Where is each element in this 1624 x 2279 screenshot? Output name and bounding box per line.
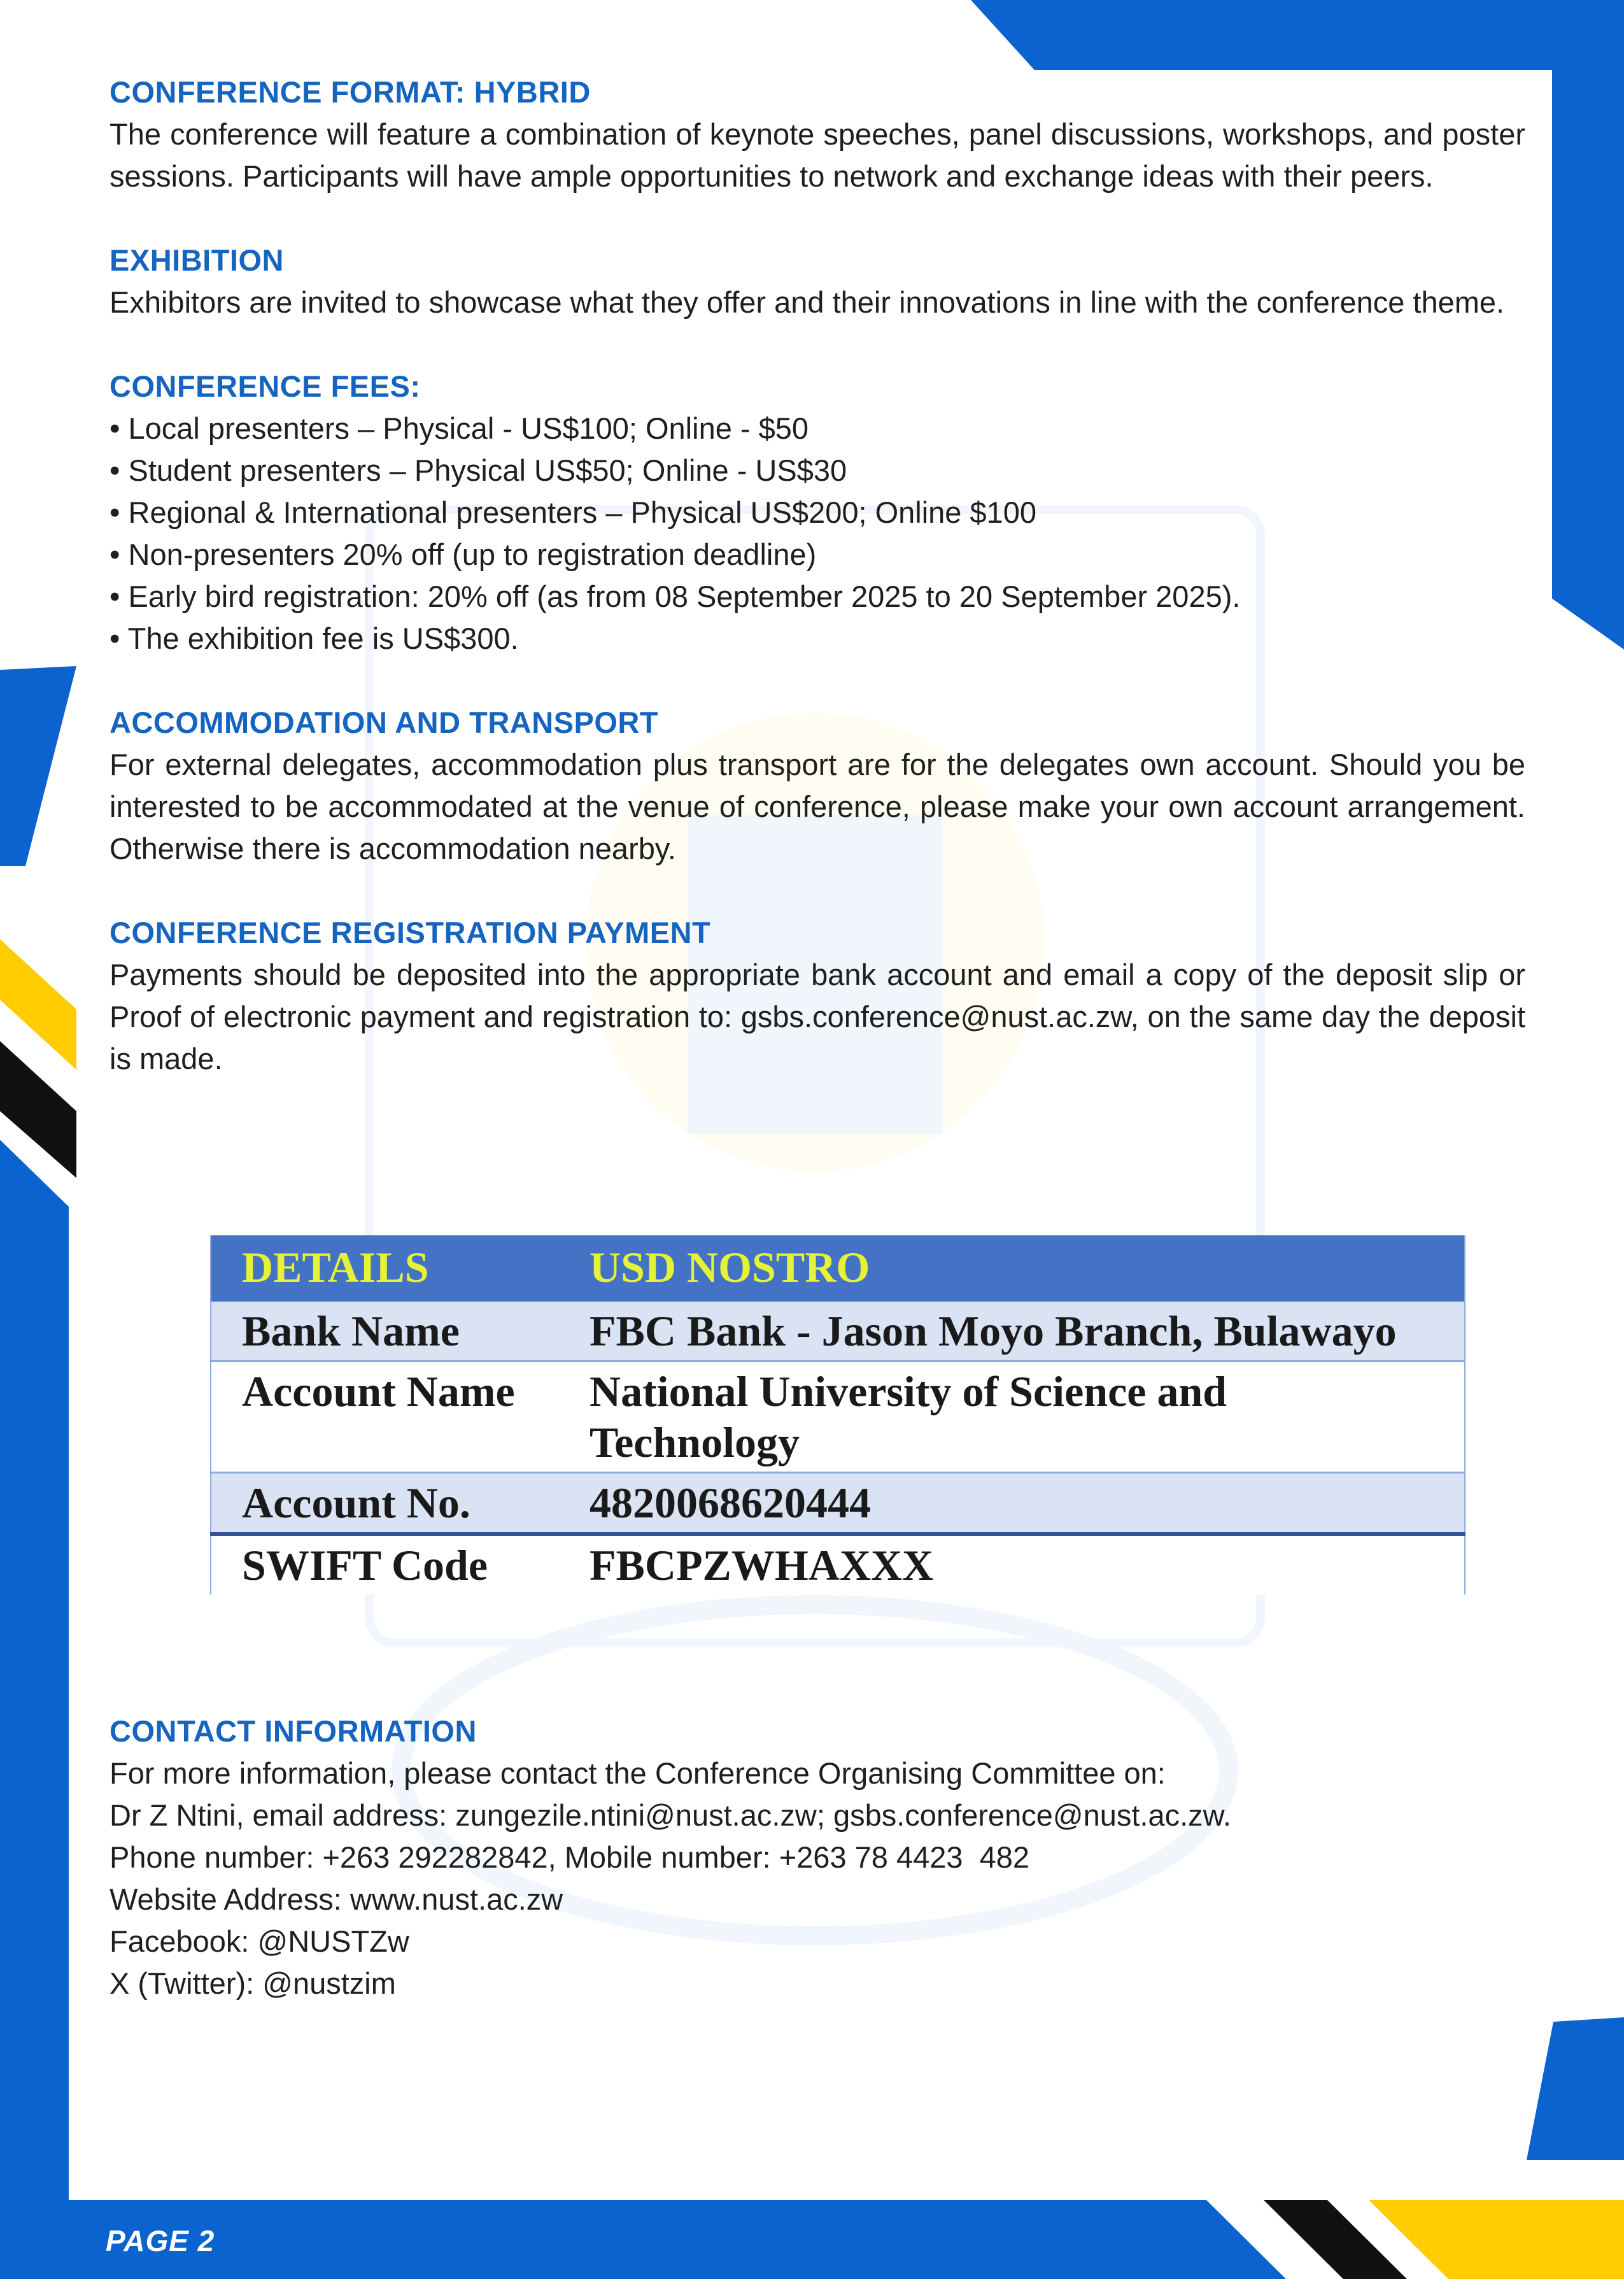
section-contact-information xyxy=(109,1710,1525,2005)
list-item: • Student presenters – Physical US$50; Online - US$30 xyxy=(109,450,1525,492)
list-item: • Early bird registration: 20% off (as from 08 September 2025 to 20 September 2025). xyxy=(109,576,1525,618)
table-header-cell: USD NOSTRO xyxy=(559,1235,1465,1302)
table-row xyxy=(211,1302,1465,1361)
table-cell-label: Bank Name xyxy=(211,1302,559,1361)
list-item: • Local presenters – Physical - US$100; Online - $50 xyxy=(109,408,1525,450)
contact-line: For more information, please contact the Conference Organising Committee on: xyxy=(109,1756,1166,1790)
contact-line: Dr Z Ntini, email address: zungezile.ntini@nust.ac.zw; gsbs.conference@nust.ac.zw. xyxy=(109,1798,1232,1832)
bank-details-table xyxy=(210,1235,1465,1594)
contact-line: Phone number: +263 292282842, Mobile number: +263 78 4423 482 xyxy=(109,1840,1030,1874)
table-cell-label: SWIFT Code xyxy=(211,1534,559,1594)
table-row xyxy=(211,1473,1465,1535)
section-heading: CONFERENCE REGISTRATION PAYMENT xyxy=(109,916,711,949)
page-number-label: PAGE 2 xyxy=(106,2224,215,2257)
section-body: Exhibitors are invited to showcase what they offer and their innovations in line with the conference theme. xyxy=(109,285,1505,319)
table-header-cell: DETAILS xyxy=(211,1235,559,1302)
section-heading: CONFERENCE FORMAT: HYBRID xyxy=(109,75,591,109)
section-conference-format xyxy=(109,71,1525,197)
contact-line: Facebook: @NUSTZw xyxy=(109,1924,409,1958)
section-heading: CONFERENCE FEES: xyxy=(109,369,421,403)
table-cell-value: 4820068620444 xyxy=(559,1473,1465,1535)
section-registration-payment xyxy=(109,912,1525,1080)
bank-details-table-wrap xyxy=(210,1235,1465,1594)
table-row xyxy=(211,1361,1465,1473)
section-heading: CONTACT INFORMATION xyxy=(109,1714,477,1748)
section-body: Payments should be deposited into the appropriate bank account and email a copy of the deposit slip or Proof of electronic payment and registration to: gsbs.conference@nust.ac.zw, on the same day the deposit is made. xyxy=(109,958,1525,1076)
fees-list xyxy=(109,408,1525,660)
section-heading: ACCOMMODATION AND TRANSPORT xyxy=(109,706,659,739)
table-cell-label: Account No. xyxy=(211,1473,559,1535)
table-cell-value: FBC Bank - Jason Moyo Branch, Bulawayo xyxy=(559,1302,1465,1361)
list-item: • Regional & International presenters – Physical US$200; Online $100 xyxy=(109,492,1525,534)
section-body: For external delegates, accommodation plus transport are for the delegates own account. Should you be interested to be accommodated at the venue of conference, please make your own account arrangement. Otherwise there is accommodation nearby. xyxy=(109,748,1525,865)
section-conference-fees xyxy=(109,366,1525,660)
section-accommodation xyxy=(109,702,1525,870)
main-content xyxy=(109,71,1525,1122)
list-item: • Non-presenters 20% off (up to registration deadline) xyxy=(109,534,1525,576)
section-exhibition xyxy=(109,239,1525,323)
table-cell-value: National University of Science and Technology xyxy=(559,1361,1465,1473)
table-header-row xyxy=(211,1235,1465,1302)
table-row xyxy=(211,1534,1465,1594)
table-cell-value: FBCPZWHAXXX xyxy=(559,1534,1465,1594)
list-item: • The exhibition fee is US$300. xyxy=(109,618,1525,660)
contact-line: Website Address: www.nust.ac.zw xyxy=(109,1882,563,1916)
table-cell-label: Account Name xyxy=(211,1361,559,1473)
section-heading: EXHIBITION xyxy=(109,243,284,277)
contact-line: X (Twitter): @nustzim xyxy=(109,1966,396,2000)
section-body: The conference will feature a combination of keynote speeches, panel discussions, workshops, and poster sessions. Participants will have ample opportunities to network and exchange ideas with their peers. xyxy=(109,117,1525,193)
